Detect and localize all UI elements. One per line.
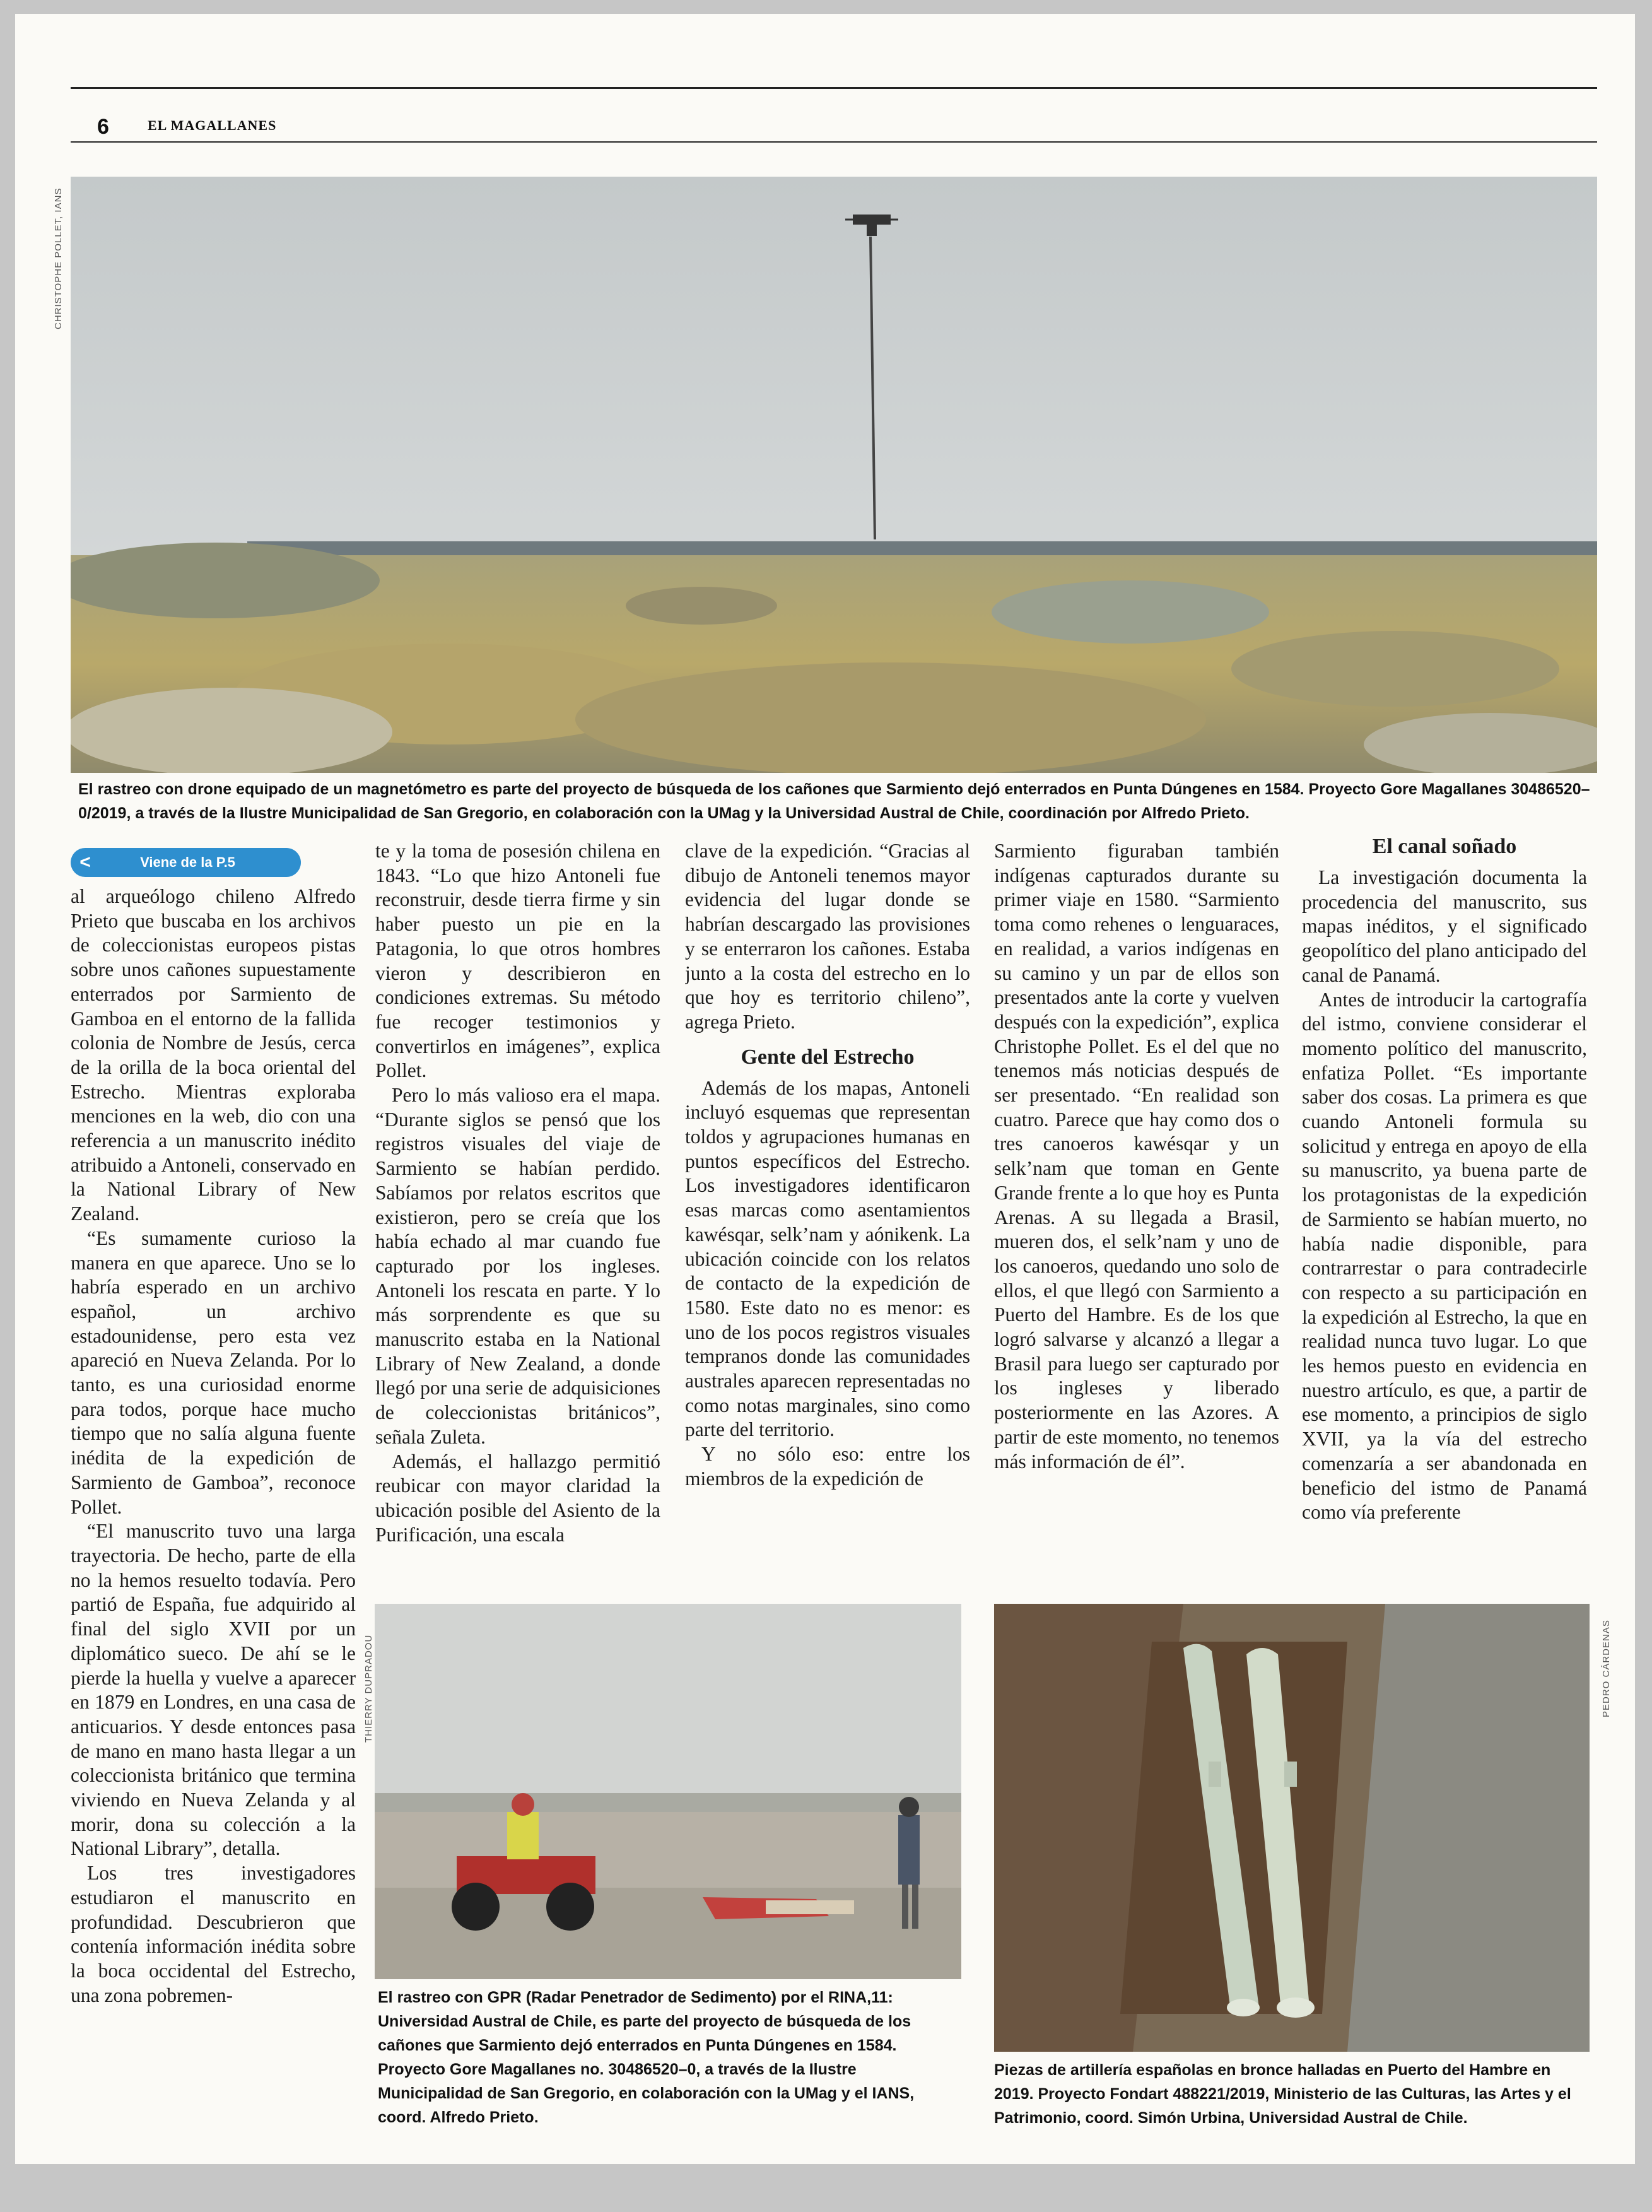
col1-paragraph-2: “Es sumamente curioso la manera en que aparece. Uno se lo habría esperado en un archivo español, un archivo estadounidense, pero esta vez apareció en Nueva Zelanda. Por lo tanto, es una curiosidad enorme para todos, porque hace mucho tiempo que no salía alguna fuente inédita de la expedición de Sarmiento de Gamboa”, reconoce Pollet. xyxy=(71,1227,356,1518)
col3-paragraph-2: Además de los mapas, Antoneli incluyó esquemas que representan toldos y agrupaciones humanas en puntos específicos del Estrecho. Los investigadores identificaron esas marcas como asentamientos kawésqar, selk’nam y aónikenk. La ubicación coincide con los relatos de contacto de la expedición de 1580. Este dato no es menor: es uno de los pocos registros visuales tempranos donde las comunidades australes aparecen representadas no como notas marginales, sino como parte del territorio. xyxy=(685,1076,970,1441)
top-rule xyxy=(71,87,1597,89)
top-photo-caption-text: El rastreo con drone equipado de un magnetómetro es parte del proyecto de búsqueda de los cañones que Sarmiento dejó enterrados en Punta Dúngenes en 1584. Proyecto Gore Magallanes 30486520–0/2019, a través de la Ilustre Municipalidad de San Gregorio, en colaboración con la UMag y la Universidad Austral de Chile, coordinación por Alfredo Prieto. xyxy=(78,780,1590,822)
col5-paragraph-1: La investigación documenta la procedencia del manuscrito, sus mapas inéditos, y el significado geopolítico del plano anticipado del canal de Panamá. xyxy=(1302,866,1587,986)
col2-paragraph-1: te y la toma de posesión chilena en 1843. “Lo que hizo Antoneli fue reconstruir, desde tierra firme y sin haber puesto un pie en la Patagonia, lo que otros hombres vieron y describieron en condiciones extremas. Su método fue recoger testimonios y convertirlos en imágenes”, explica Pollet. xyxy=(375,840,660,1082)
article-column-3 xyxy=(685,839,970,1621)
top-photo-credit: CHRISTOPHE POLLET, IANS xyxy=(53,187,64,329)
header-rule xyxy=(71,141,1597,143)
newspaper-name: EL MAGALLANES xyxy=(148,117,277,133)
col2-paragraph-2: Pero lo más valioso era el mapa. “Durante siglos se pensó que los registros visuales del viaje de Sarmiento se habían perdido. Sabíamos por relatos escritos que existieron, pero se creía que los había echado al mar cuando fue capturado por los ingleses. Antoneli los rescata en parte. Y lo más sorprendente es que su manuscrito estaba en la National Library of New Zealand, a donde llegó por una serie de adquisiciones de coleccionistas británicos”, señala Zuleta. xyxy=(375,1084,660,1448)
top-photo-caption xyxy=(78,777,1592,825)
col3-paragraph-3: Y no sólo eso: entre los miembros de la expedición de xyxy=(685,1443,970,1490)
article-column-1 xyxy=(71,885,356,2140)
page-number: 6 xyxy=(97,115,109,139)
col1-paragraph-3: “El manuscrito tuvo una larga trayectoria. De hecho, parte de ella no la hemos resuelto todavía. Pero partió de España, fue adquirido al final del siglo XVII por un diplomático sueco. De ahí se le pierde la huella y vuelve a aparecer en 1879 en Londres, en una casa de anticuarios. Y desde entonces pasa de mano en mano hasta llegar a un coleccionista británico que termina viviendo en Nueva Zelanda y al morir, dona su colección a la National Library”, detalla. xyxy=(71,1520,356,1860)
continued-from-label: Viene de la P.5 xyxy=(140,854,235,870)
middle-photo-caption-text: El rastreo con GPR (Radar Penetrador de Sedimento) por el RINA,11: Universidad Austral de Chile, es parte del proyecto de búsqueda de los cañones que Sarmiento dejó enterrados en Punta Dúngenes en 1584. Proyecto Gore Magallanes no. 30486520–0, a través de la Ilustre Municipalidad de San Gregorio, en colaboración con la UMag y el IANS, coord. Alfredo Prieto. xyxy=(378,1989,915,2126)
article-column-2 xyxy=(375,839,660,1621)
newspaper-page xyxy=(15,14,1635,2164)
article-column-4 xyxy=(994,839,1279,1621)
section-heading-el-canal-sonado: El canal soñado xyxy=(1372,835,1517,858)
drone-survey-photo xyxy=(71,177,1597,773)
right-photo-caption-text: Piezas de artillería españolas en bronce halladas en Puerto del Hambre en 2019. Proyecto Fondart 488221/2019, Ministerio de las Culturas, las Artes y el Patrimonio, coord. Simón Urbina, Universidad Austral de Chile. xyxy=(994,2061,1571,2127)
right-photo-credit: PEDRO CÁRDENAS xyxy=(1601,1620,1612,1717)
continued-from-badge[interactable] xyxy=(71,848,301,877)
middle-photo-credit: THIERRY DUPRADOU xyxy=(363,1634,374,1743)
col1-paragraph-4: Los tres investigadores estudiaron el manuscrito en profundidad. Descubrieron que contenía información inédita sobre la boca occidental del Estrecho, una zona pobremen- xyxy=(71,1862,356,2006)
bronze-cannons-photo xyxy=(994,1604,1590,2052)
col1-paragraph-1: al arqueólogo chileno Alfredo Prieto que buscaba en los archivos de coleccionistas europeos pistas sobre unos cañones supuestamente enterrados por Sarmiento de Gamboa en el entorno de la fallida colonia de Nombre de Jesús, cerca de la orilla de la boca oriental del Estrecho. Mientras exploraba menciones en la web, dio con una referencia a un manuscrito inédito atribuido a Antoneli, conservado en la National Library of New Zealand. xyxy=(71,885,356,1225)
col4-paragraph-1: Sarmiento figuraban también indígenas capturados durante su primer viaje en 1580. “Sarmiento toma como rehenes o lenguaraces, en realidad, a varios indígenas en su camino y un par de ellos son presentados ante la corte y vuelven después con la expedición”, explica Christophe Pollet. Es el del que no tenemos más noticias después de ser presentado. “En realidad son cuatro. Parece que hay como dos o tres canoeros kawésqar y un selk’nam que toman en Gente Grande frente a lo que hoy es Punta Arenas. A su llegada a Brasil, mueren dos, el selk’nam y uno de los canoeros, quedando uno solo de ellos, el que llegó con Sarmiento a Puerto del Hambre. Es de los que logró salvarse y alcanzó a llegar a Brasil para luego ser capturado por los ingleses y liberado posteriormente en las Azores. A partir de este momento, no tenemos más información de él”. xyxy=(994,840,1279,1473)
col5-paragraph-2: Antes de introducir la cartografía del istmo, conviene considerar el momento político del manuscrito, enfatiza Pollet. “Es importante saber dos cosas. La primera es que cuando Antoneli formula su solicitud y entrega en apoyo de ella su manuscrito, ya buena parte de los protagonistas de la expedición de Sarmiento se habían muerto, no había nadie disponible, para contrarrestar o para contradecirle con respecto a su participación en la expedición al Estrecho, la que en realidad nunca tuvo lugar. Lo que les hemos puesto en evidencia en nuestro artículo, es que, a partir de ese momento, a principios de siglo XVII, ya la vía del estrecho comenzaría a ser abandonada en beneficio del istmo de Panamá como vía preferente xyxy=(1302,988,1587,1524)
right-photo-caption xyxy=(994,2058,1590,2130)
col3-paragraph-1: clave de la expedición. “Gracias al dibujo de Antoneli tenemos mayor evidencia del lugar donde se habrían descargado las provisiones y se enterraron los cañones. Estaba junto a la costa del estrecho en lo que hoy es territorio chileno”, agrega Prieto. xyxy=(685,840,970,1033)
col2-paragraph-3: Además, el hallazgo permitió reubicar con mayor claridad la ubicación posible del Asiento de la Purificación, una escala xyxy=(375,1450,660,1546)
chevron-left-icon: < xyxy=(79,852,91,873)
middle-photo-caption xyxy=(378,1986,958,2129)
gpr-survey-photo xyxy=(375,1604,961,1979)
article-column-5 xyxy=(1302,834,1587,1621)
section-heading-gente-del-estrecho: Gente del Estrecho xyxy=(741,1045,915,1069)
